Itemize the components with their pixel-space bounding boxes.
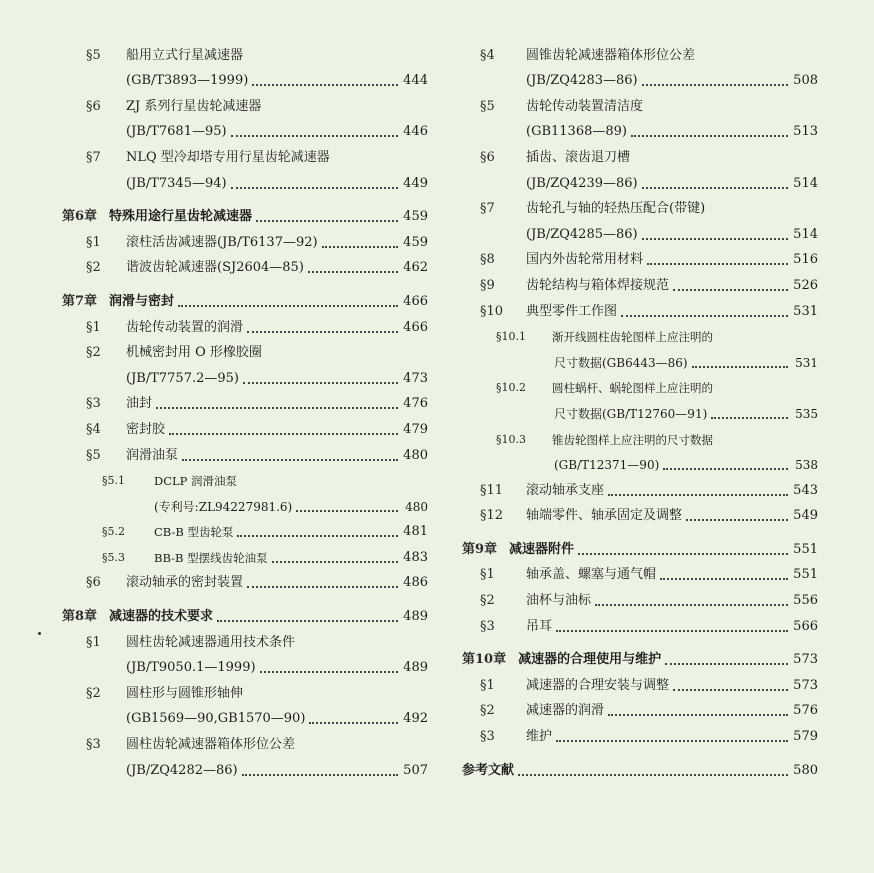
entry-title: (JB/ZQ4283—86) <box>526 73 638 89</box>
toc-continuation-row <box>462 217 818 243</box>
toc-section-row <box>62 89 428 115</box>
leader-dots <box>237 534 398 537</box>
page-number: 473 <box>403 370 428 386</box>
leader-dots <box>642 186 788 189</box>
entry-title: ZJ 系列行星齿轮减速器 <box>126 98 262 114</box>
chapter-title: 减速器附件 <box>509 541 575 557</box>
toc-section-row <box>62 412 428 438</box>
toc-section-row <box>462 38 818 64</box>
section-number: §2 <box>480 703 495 719</box>
entry-title: 国内外齿轮常用材料 <box>526 252 644 268</box>
toc-subsection-row <box>462 320 818 346</box>
section-number: §4 <box>480 47 495 63</box>
leader-dots <box>247 330 398 333</box>
page-number: 476 <box>403 396 428 412</box>
entry-title: (JB/T7757.2—95) <box>126 370 239 386</box>
entry-title: 圆柱形与圆锥形轴伸 <box>126 685 244 701</box>
toc-section-row <box>462 268 818 294</box>
entry-title: (专利号:ZL94227981.6) <box>154 499 293 514</box>
chapter-title: 特殊用途行星齿轮减速器 <box>109 209 253 225</box>
chapter-title: 润滑与密封 <box>109 293 175 309</box>
toc-continuation-row <box>462 166 818 192</box>
page-number: 483 <box>403 549 428 565</box>
section-number: §3 <box>86 737 101 753</box>
page-number: 531 <box>793 303 818 319</box>
section-number: §2 <box>480 593 495 609</box>
toc-continuation-row <box>462 64 818 90</box>
page-number: 576 <box>793 703 818 719</box>
page-number: 481 <box>403 524 428 540</box>
entry-title: 轴端零件、轴承固定及调整 <box>526 508 683 524</box>
toc-section-row <box>62 676 428 702</box>
entry-title: 维护 <box>526 729 553 745</box>
page-number: 492 <box>403 711 428 727</box>
toc-section-row <box>62 566 428 592</box>
section-number: §10 <box>480 303 504 319</box>
section-number: §10.3 <box>496 432 526 446</box>
section-number: §5.2 <box>102 525 125 539</box>
section-number: §7 <box>86 149 101 165</box>
section-number: §1 <box>86 319 101 335</box>
page-number: 449 <box>403 175 428 191</box>
toc-subsection-row <box>462 371 818 397</box>
toc-section-row <box>62 225 428 251</box>
leader-dots <box>647 262 788 265</box>
entry-title: 圆柱齿轮减速器通用技术条件 <box>126 634 296 650</box>
section-number: §10.1 <box>496 330 526 344</box>
page-number: 526 <box>793 277 818 293</box>
toc-section-row <box>62 336 428 362</box>
section-number: §2 <box>86 260 101 276</box>
section-number: §3 <box>480 729 495 745</box>
entry-title: 吊耳 <box>526 618 553 634</box>
leader-dots <box>252 83 398 86</box>
chapter-number: 第7章 <box>62 293 98 309</box>
chapter-number: 第10章 <box>462 652 507 668</box>
leader-dots <box>686 518 788 521</box>
page-number: 579 <box>793 729 818 745</box>
section-number: §11 <box>480 482 504 498</box>
page-number: 538 <box>795 458 818 473</box>
leader-dots <box>296 509 398 512</box>
leader-dots <box>595 603 788 606</box>
section-number: §9 <box>480 277 495 293</box>
section-number: §4 <box>86 421 101 437</box>
leader-dots <box>243 381 398 384</box>
toc-section-row <box>62 38 428 64</box>
chapter-title: 减速器的技术要求 <box>109 609 214 625</box>
entry-title: 尺寸数据(GB/T12760—91) <box>554 406 708 421</box>
page-number: 444 <box>403 73 428 89</box>
toc-subsection-row <box>62 540 428 566</box>
page-number: 531 <box>795 355 818 370</box>
entry-title: 尺寸数据(GB6443—86) <box>554 355 688 370</box>
leader-dots <box>231 186 398 189</box>
entry-title: 滚动轴承的密封装置 <box>126 575 244 591</box>
leader-dots <box>272 560 398 563</box>
page-number: 549 <box>793 508 818 524</box>
leader-dots <box>309 721 398 724</box>
toc-continuation-row <box>462 448 818 474</box>
chapter-number: 第6章 <box>62 209 98 225</box>
page-number: 507 <box>403 762 428 778</box>
toc-section-row <box>462 473 818 499</box>
entry-title: 齿轮传动装置的润滑 <box>126 319 244 335</box>
leader-dots <box>660 577 788 580</box>
chapter-number: 第8章 <box>62 609 98 625</box>
section-number: §2 <box>86 685 101 701</box>
page-number: 486 <box>403 575 428 591</box>
toc-continuation-row <box>62 702 428 728</box>
entry-title: (JB/ZQ4282—86) <box>126 762 238 778</box>
leader-dots <box>182 458 398 461</box>
leader-dots <box>169 432 398 435</box>
leader-dots <box>642 83 788 86</box>
leader-dots <box>322 245 398 248</box>
leader-dots <box>242 773 398 776</box>
page-number: 459 <box>403 209 428 225</box>
page-number: 514 <box>793 175 818 191</box>
entry-title: 锥齿轮图样上应注明的尺寸数据 <box>552 432 713 447</box>
page-number: 489 <box>403 609 428 625</box>
page-number: 489 <box>403 660 428 676</box>
page-number: 580 <box>793 762 818 778</box>
leader-dots <box>673 688 788 691</box>
page-number: 551 <box>793 567 818 583</box>
toc-continuation-row <box>462 345 818 371</box>
entry-title: DCLP 润滑油泵 <box>154 474 238 489</box>
entry-title: (JB/T9050.1—1999) <box>126 660 256 676</box>
section-number: §5 <box>480 98 495 114</box>
page-number: 551 <box>793 541 818 557</box>
entry-title: 渐开线圆柱齿轮图样上应注明的 <box>552 330 713 345</box>
toc-section-row <box>462 499 818 525</box>
toc-section-row <box>462 140 818 166</box>
toc-right-column <box>462 38 818 779</box>
entry-title: 滚柱活齿减速器(JB/T6137—92) <box>126 234 318 250</box>
leader-dots <box>578 552 788 555</box>
entry-title: 齿轮传动装置清洁度 <box>526 98 644 114</box>
section-number: §8 <box>480 252 495 268</box>
page-number: 479 <box>403 421 428 437</box>
section-number: §5 <box>86 447 101 463</box>
entry-title: 船用立式行星减速器 <box>126 47 244 63</box>
entry-title: 油封 <box>126 396 153 412</box>
stray-dot <box>38 632 41 635</box>
toc-continuation-row <box>62 489 428 515</box>
toc-chapter-row <box>62 200 428 226</box>
page-number: 556 <box>793 593 818 609</box>
leader-dots <box>556 739 788 742</box>
toc-subsection-row <box>462 422 818 448</box>
section-number: §10.2 <box>496 381 526 395</box>
section-number: §2 <box>86 345 101 361</box>
toc-section-row <box>462 243 818 269</box>
entry-title: NLQ 型冷却塔专用行星齿轮减速器 <box>126 149 330 165</box>
toc-continuation-row <box>62 361 428 387</box>
leader-dots <box>247 585 398 588</box>
leader-dots <box>260 670 398 673</box>
leader-dots <box>256 219 398 222</box>
chapter-title: 减速器的合理使用与维护 <box>518 652 662 668</box>
page-number: 573 <box>793 677 818 693</box>
toc-section-row <box>62 310 428 336</box>
leader-dots <box>673 288 788 291</box>
entry-title: 圆柱齿轮减速器箱体形位公差 <box>126 737 296 753</box>
page-number: 543 <box>793 482 818 498</box>
toc-section-row <box>462 294 818 320</box>
entry-title: 油杯与油标 <box>526 593 592 609</box>
section-number: §6 <box>86 98 101 114</box>
toc-section-row <box>462 192 818 218</box>
page-number: 480 <box>405 499 428 514</box>
section-number: §7 <box>480 201 495 217</box>
leader-dots <box>663 467 788 470</box>
leader-dots <box>608 713 788 716</box>
toc-section-row <box>62 625 428 651</box>
toc-section-row <box>62 438 428 464</box>
toc-left-column <box>62 38 428 779</box>
entry-title: (JB/T7681—95) <box>126 124 227 140</box>
leader-dots <box>308 270 398 273</box>
toc-continuation-row <box>62 64 428 90</box>
toc-continuation-row <box>62 115 428 141</box>
section-number: §1 <box>480 567 495 583</box>
toc-section-row <box>462 558 818 584</box>
entry-title: (GB/T12371—90) <box>554 458 660 473</box>
section-number: §12 <box>480 508 504 524</box>
entry-title: 密封胶 <box>126 421 166 437</box>
entry-title: 机械密封用 O 形橡胶圈 <box>126 345 262 361</box>
toc-section-row <box>462 668 818 694</box>
toc-section-row <box>462 694 818 720</box>
page-number: 535 <box>795 406 818 421</box>
toc-chapter-row <box>462 753 818 779</box>
entry-title: 润滑油泵 <box>126 447 179 463</box>
toc-section-row <box>462 719 818 745</box>
entry-title: 插齿、滚齿退刀槽 <box>526 149 631 165</box>
page-number: 446 <box>403 124 428 140</box>
page-number: 459 <box>403 234 428 250</box>
toc-chapter-row <box>62 599 428 625</box>
section-number: §5.1 <box>102 474 125 488</box>
page-number: 466 <box>403 319 428 335</box>
leader-dots <box>711 416 788 419</box>
page-number: 508 <box>793 73 818 89</box>
section-number: §5.3 <box>102 550 125 564</box>
entry-title: 谐波齿轮减速器(SJ2604—85) <box>126 260 304 276</box>
toc-continuation-row <box>62 651 428 677</box>
leader-dots <box>631 134 788 137</box>
toc-continuation-row <box>62 166 428 192</box>
toc-section-row <box>62 140 428 166</box>
leader-dots <box>642 237 788 240</box>
toc-section-row <box>462 89 818 115</box>
leader-dots <box>608 493 788 496</box>
toc-subsection-row <box>62 464 428 490</box>
section-number: §6 <box>480 149 495 165</box>
toc-continuation-row <box>462 396 818 422</box>
leader-dots <box>556 629 788 632</box>
entry-title: CB-B 型齿轮泵 <box>154 525 234 540</box>
section-number: §3 <box>86 396 101 412</box>
toc-section-row <box>462 583 818 609</box>
chapter-title: 参考文献 <box>462 762 515 778</box>
entry-title: (JB/T7345—94) <box>126 175 227 191</box>
leader-dots <box>156 406 398 409</box>
leader-dots <box>217 619 398 622</box>
entry-title: 圆柱蜗杆、蜗轮图样上应注明的 <box>552 381 713 396</box>
chapter-number: 第9章 <box>462 541 498 557</box>
entry-title: (GB1569—90,GB1570—90) <box>126 711 306 727</box>
toc-chapter-row <box>62 284 428 310</box>
page-number: 462 <box>403 260 428 276</box>
toc-section-row <box>62 251 428 277</box>
section-number: §3 <box>480 618 495 634</box>
toc-section-row <box>462 609 818 635</box>
leader-dots <box>692 365 788 368</box>
leader-dots <box>621 314 788 317</box>
section-number: §1 <box>86 634 101 650</box>
entry-title: 齿轮结构与箱体焊接规范 <box>526 277 670 293</box>
entry-title: 减速器的润滑 <box>526 703 605 719</box>
entry-title: 减速器的合理安装与调整 <box>526 677 670 693</box>
toc-section-row <box>62 727 428 753</box>
page-number: 480 <box>403 447 428 463</box>
section-number: §5 <box>86 47 101 63</box>
toc-continuation-row <box>62 753 428 779</box>
toc-section-row <box>62 387 428 413</box>
toc-chapter-row <box>462 643 818 669</box>
leader-dots <box>665 662 788 665</box>
entry-title: 齿轮孔与轴的轻热压配合(带键) <box>526 201 706 217</box>
entry-title: 滚动轴承支座 <box>526 482 605 498</box>
entry-title: (GB/T3893—1999) <box>126 73 249 89</box>
entry-title: (JB/ZQ4285—86) <box>526 226 638 242</box>
entry-title: 典型零件工作图 <box>526 303 618 319</box>
page-number: 573 <box>793 652 818 668</box>
page-number: 514 <box>793 226 818 242</box>
page-number: 516 <box>793 252 818 268</box>
page-number: 566 <box>793 618 818 634</box>
entry-title: (GB11368—89) <box>526 124 627 140</box>
entry-title: (JB/ZQ4239—86) <box>526 175 638 191</box>
section-number: §1 <box>86 234 101 250</box>
leader-dots <box>178 304 398 307</box>
page-number: 466 <box>403 293 428 309</box>
toc-continuation-row <box>462 115 818 141</box>
toc-subsection-row <box>62 515 428 541</box>
entry-title: 轴承盖、螺塞与通气帽 <box>526 567 657 583</box>
entry-title: BB-B 型摆线齿轮油泵 <box>154 550 268 565</box>
leader-dots <box>231 134 398 137</box>
page-number: 513 <box>793 124 818 140</box>
section-number: §6 <box>86 575 101 591</box>
toc-chapter-row <box>462 532 818 558</box>
section-number: §1 <box>480 677 495 693</box>
leader-dots <box>518 773 788 776</box>
entry-title: 圆锥齿轮减速器箱体形位公差 <box>526 47 696 63</box>
